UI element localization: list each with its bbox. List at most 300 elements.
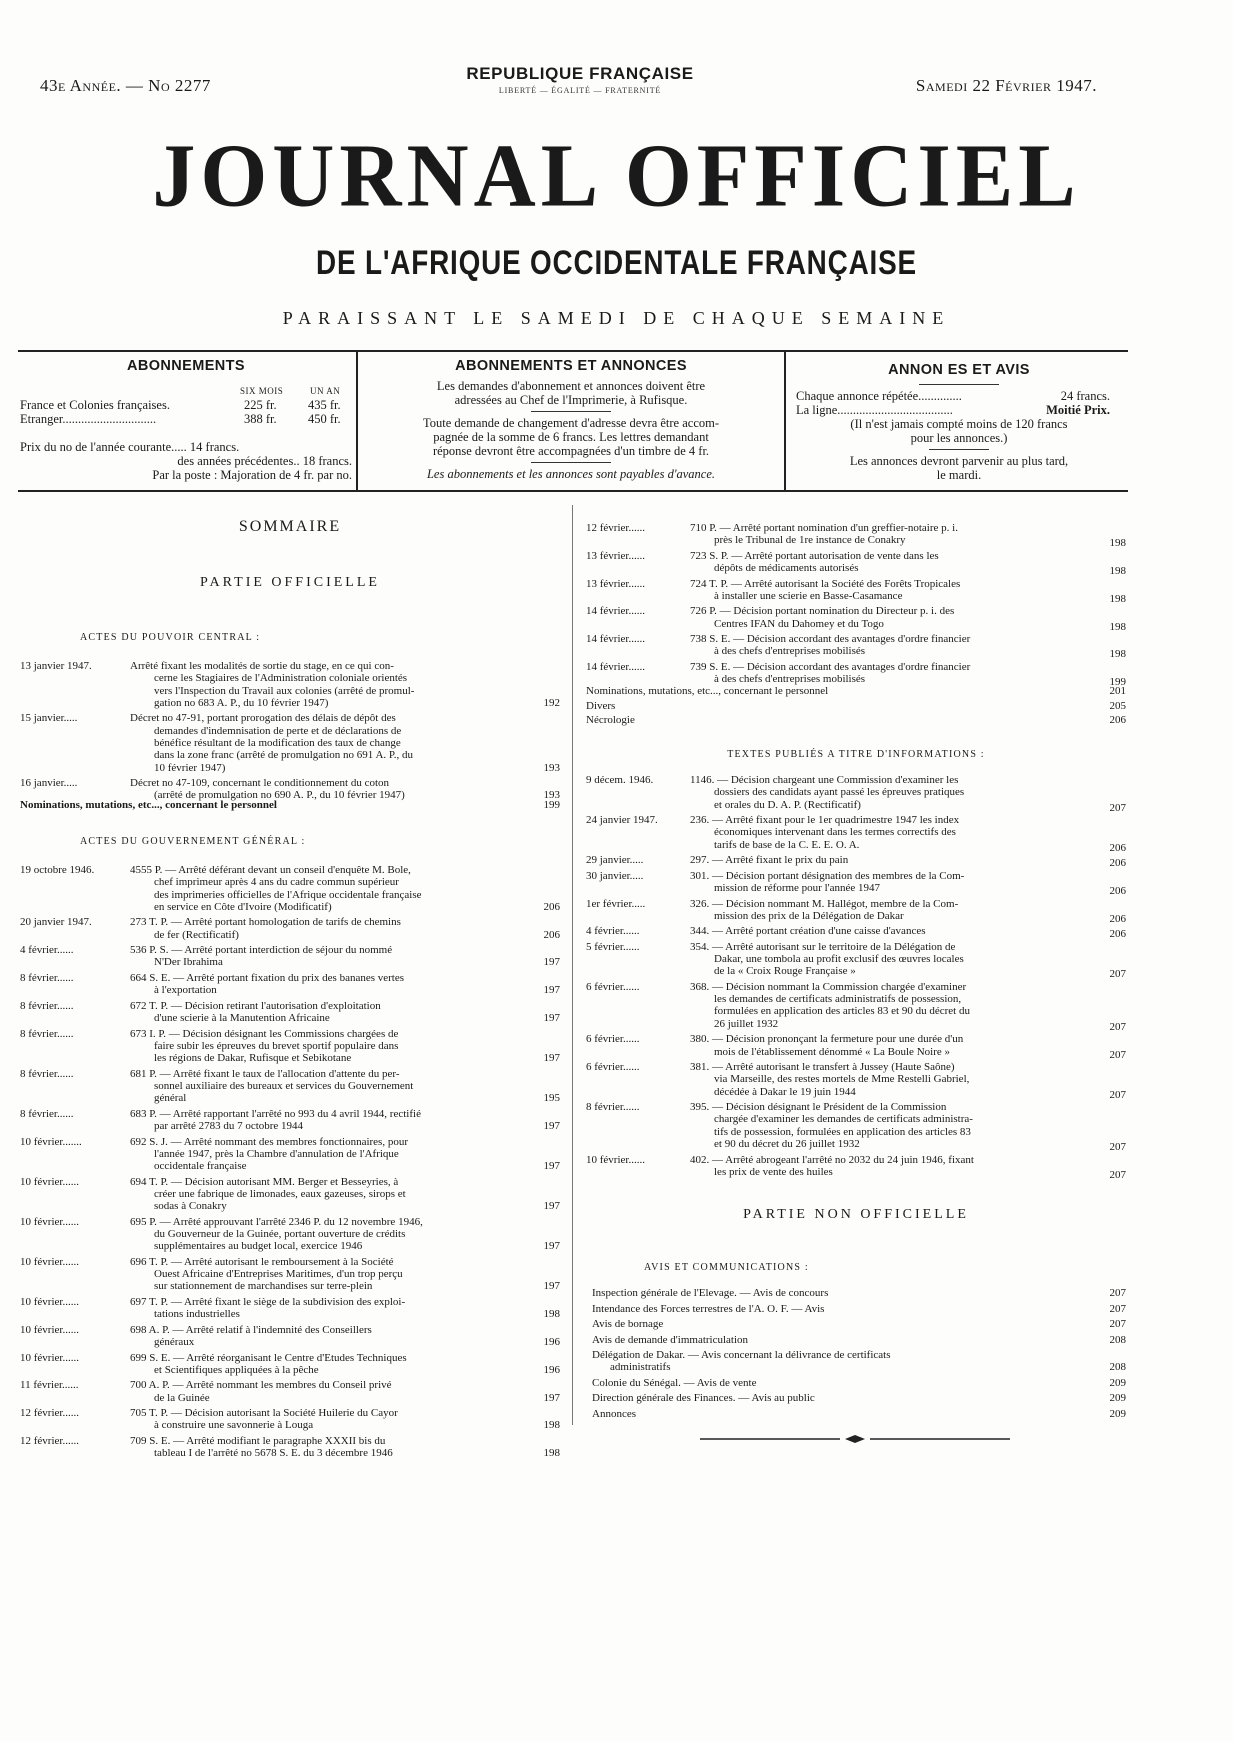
nominations-left-label: Nominations, mutations, etc..., concernant le personnel: [20, 799, 277, 811]
entry-date: 10 février.......: [20, 1135, 82, 1148]
entry-text-line: cerne les Stagiaires de l'Administration coloniale orientés: [154, 672, 408, 685]
col-six-mois: SIX MOIS: [240, 386, 284, 396]
av-l3: (Il n'est jamais compté moins de 120 francs: [850, 417, 1068, 431]
entry-text-line: et 90 du décret du 26 juillet 1932: [714, 1138, 860, 1151]
entry-text-line: 673 I. P. — Décision désignant les Commissions chargées de: [130, 1027, 399, 1040]
entry-text-line: 681 P. — Arrêté fixant le taux de l'allocation d'attente du per-: [130, 1067, 400, 1080]
entry-date: 12 février......: [20, 1435, 79, 1447]
entry-text-line: économiques intervenant dans les termes correctifs des: [714, 826, 956, 839]
pouvoir-central-entry: [20, 777, 560, 802]
right-entry: [586, 605, 1126, 633]
textes-info-entry: [586, 814, 1126, 854]
pouvoir-central-entry: [20, 712, 560, 774]
entry-text-line: Annonces: [592, 1407, 636, 1420]
entry-text-line: (arrêté de promulgation no 690 A. P., du 10 février 1947): [154, 789, 405, 802]
nominations-left-page: 199: [543, 799, 560, 811]
entry-page: 207: [1109, 968, 1126, 981]
entry-text-line: Colonie du Sénégal. — Avis de vente: [592, 1376, 757, 1389]
aa-separator: [531, 411, 611, 412]
avis-entry: [586, 1377, 1126, 1389]
entry-text-line: tifs de possession, formulées en application des articles 83: [714, 1125, 971, 1138]
entry-text-line: des imprimeries officielles de l'Afrique occidentale française: [154, 888, 422, 901]
entry-page: 207: [1109, 1088, 1126, 1101]
av-l5: Les annonces devront parvenir au plus tard,: [849, 454, 1069, 468]
entry-page: 207: [1109, 801, 1126, 814]
entry-page: 207: [1109, 1302, 1126, 1315]
entry-text-line: 709 S. E. — Arrêté modifiant le paragraphe XXXII bis du: [130, 1435, 386, 1447]
aa-p2-line3: réponse devront être accompagnées d'un timbre de 4 fr.: [432, 444, 710, 458]
entry-text-line: tableau I de l'arrêté no 5678 S. E. du 3 décembre 1946: [154, 1447, 393, 1460]
entry-text-line: mission de réforme pour l'année 1947: [714, 881, 881, 894]
gouvernement-general-entry: [20, 1352, 560, 1377]
entry-date: 30 janvier.....: [586, 869, 644, 882]
entry-text-line: 699 S. E. — Arrêté réorganisant le Centre d'Etudes Techniques: [130, 1351, 407, 1364]
entry-date: 8 février......: [20, 1027, 74, 1040]
abo-row1-an: 435 fr.: [308, 398, 341, 412]
entry-text-line: 326. — Décision nommant M. Hallégot, membre de la Com-: [690, 897, 959, 910]
abonnements-annonces-box: [364, 358, 778, 481]
gouvernement-general-entry: [20, 1108, 560, 1133]
entry-page: 192: [543, 696, 560, 709]
textes-info-entry: [586, 774, 1126, 814]
entry-text-line: dépôts de médicaments autorisés: [714, 562, 859, 575]
abo-row2-six: 388 fr.: [244, 412, 277, 426]
closing-ornament: [700, 1434, 1010, 1444]
abonnements-annonces-title: ABONNEMENTS ET ANNONCES: [455, 358, 687, 374]
gouvernement-general-entry: [20, 1407, 560, 1432]
entry-page: 197: [543, 1280, 560, 1293]
avis-entry: [586, 1318, 1126, 1330]
entry-text-line: 726 P. — Décision portant nomination du Directeur p. i. des: [690, 605, 955, 618]
entry-text-line: 10 février 1947): [154, 761, 226, 774]
entry-text-line: et Scientifiques appliquées à la pêche: [154, 1363, 319, 1376]
entry-text-line: mission des prix de la Délégation de Dakar: [714, 909, 904, 922]
actes-pouvoir-central: ACTES DU POUVOIR CENTRAL :: [80, 632, 261, 643]
entry-page: 198: [1109, 620, 1126, 633]
republic-block: [420, 64, 740, 95]
entry-date: 6 février......: [586, 1033, 640, 1046]
entry-text-line: N'Der Ibrahima: [154, 956, 223, 969]
entry-page: 198: [543, 1447, 560, 1460]
entry-text-line: tations industrielles: [154, 1308, 240, 1321]
actes-gouvernement-general: ACTES DU GOUVERNEMENT GÉNÉRAL :: [80, 836, 306, 847]
entry-date: 10 février......: [20, 1296, 79, 1308]
gouvernement-general-entry: [20, 1028, 560, 1065]
entry-text-line: du Gouverneur de la Guinée, portant ouverture de crédits: [154, 1228, 406, 1241]
textes-info-entry: [586, 1061, 1126, 1101]
entry-text-line: Intendance des Forces terrestres de l'A. O. F. — Avis: [592, 1302, 825, 1315]
entry-text-line: bénéfice résultant de la modification des taux de change: [154, 736, 401, 749]
column-divider: [572, 505, 573, 1425]
av-l1-val: 24 francs.: [1060, 389, 1110, 403]
gouvernement-general-entry: [20, 1256, 560, 1293]
entry-date: 10 février......: [586, 1153, 645, 1166]
entry-page: 209: [1109, 1392, 1126, 1405]
annonces-avis-title: ANNON ES ET AVIS: [888, 362, 1030, 378]
right-entry: [586, 578, 1126, 603]
entry-text-line: 697 T. P. — Arrêté fixant le siège de la subdivision des exploi-: [130, 1296, 406, 1308]
right-entry: [586, 549, 1126, 578]
entry-text-line: 4555 P. — Arrêté déférant devant un conseil d'enquête M. Bole,: [130, 864, 411, 876]
entry-text-line: à installer une scierie en Basse-Casamance: [714, 589, 903, 602]
entry-date: 13 février......: [586, 577, 645, 590]
entry-text-line: et orales du D. A. P. (Rectificatif): [714, 798, 861, 811]
entry-text-line: généraux: [154, 1336, 195, 1349]
entry-date: 10 février......: [20, 1323, 79, 1336]
prix-line2: des années précédentes.. 18 francs.: [177, 454, 352, 468]
entry-date: 11 février......: [20, 1379, 79, 1392]
aa-p2-line2: pagnée de la somme de 6 francs. Les lettres demandant: [433, 430, 709, 444]
entry-page: 206: [1109, 912, 1126, 925]
textes-info-entry: [586, 1033, 1126, 1061]
gouvernement-general-entry: [20, 1324, 560, 1349]
entry-text-line: Inspection générale de l'Elevage. — Avis de concours: [592, 1287, 829, 1299]
gouvernement-general-entry: [20, 972, 560, 997]
abo-row2-label: Etranger..............................: [20, 412, 157, 426]
entry-text-line: sur stationnement de marchandises sur terre-plein: [154, 1280, 373, 1293]
entry-text-line: formulées en application des articles 83 et 90 du décret du: [714, 1005, 970, 1018]
entry-text-line: demandes d'indemnisation de perte et de déclarations de: [154, 724, 402, 737]
entry-text-line: 700 A. P. — Arrêté nommant les membres du Conseil privé: [130, 1379, 392, 1392]
periodicity: PARAISSANT LE SAMEDI DE CHAQUE SEMAINE: [282, 308, 951, 328]
textes-info-entry: [586, 980, 1126, 1033]
entry-page: 206: [1109, 928, 1126, 941]
entry-page: 197: [543, 1160, 560, 1173]
entry-text-line: 395. — Décision désignant le Président de la Commission: [690, 1101, 947, 1114]
entry-page: 196: [543, 1363, 560, 1376]
entry-text-line: 672 T. P. — Décision retirant l'autorisation d'exploitation: [130, 999, 381, 1012]
entry-page: 207: [1109, 1048, 1126, 1061]
entry-date: 14 février......: [586, 661, 645, 673]
gouvernement-general-entry: [20, 1435, 560, 1460]
entry-text-line: mois de l'établissement dénommé « La Boule Noire »: [714, 1045, 950, 1058]
entry-date: 8 février......: [20, 1067, 74, 1080]
entry-text-line: 664 S. E. — Arrêté portant fixation du prix des bananes vertes: [130, 972, 405, 984]
right-misc-entry: [586, 700, 1126, 712]
entry-text-line: Dakar, une tombola au profit exclusif des œuvres locales: [714, 953, 964, 966]
right-misc-entry: [586, 685, 1126, 697]
entry-date: 1er février.....: [586, 897, 646, 910]
av-l1-label: Chaque annonce répétée..............: [796, 389, 962, 403]
gouvernement-general-entry: [20, 1000, 560, 1025]
entry-date: 6 février......: [586, 1061, 640, 1074]
entry-text-line: occidentale française: [154, 1160, 247, 1173]
entry-text-line: chef imprimeur après 4 ans du cadre commun supérieur: [154, 876, 399, 889]
entry-date: 24 janvier 1947.: [586, 814, 658, 827]
entry-date: 16 janvier.....: [20, 777, 78, 790]
textes-info-entry: [586, 940, 1126, 981]
entry-page: 206: [543, 928, 560, 941]
entry-text-line: via Marseille, des restes mortels de Mme Restelli Gabriel,: [714, 1073, 970, 1086]
entry-page: 197: [543, 1200, 560, 1213]
abo-row2-an: 450 fr.: [308, 412, 341, 426]
entry-page: 193: [543, 789, 560, 802]
entry-text-line: Avis de demande d'immatriculation: [592, 1333, 749, 1346]
entry-date: 5 février......: [586, 940, 640, 953]
entry-text-line: Centres IFAN du Dahomey et du Togo: [714, 617, 884, 630]
entry-page: 207: [1109, 1141, 1126, 1154]
entry-text-line: faire subir les épreuves du brevet sportif populaire dans: [154, 1039, 399, 1052]
aa-p3: Les abonnements et les annonces sont payables d'avance.: [426, 467, 716, 481]
entry-text-line: Direction générale des Finances. — Avis au public: [592, 1392, 815, 1405]
entry-text-line: les prix de vente des huiles: [714, 1165, 833, 1178]
misc-page: 206: [1109, 714, 1126, 726]
sommaire-title: SOMMAIRE: [238, 518, 342, 535]
col-un-an: UN AN: [310, 386, 341, 396]
entry-page: 198: [1109, 648, 1126, 661]
gouvernement-general-entry: [20, 1379, 560, 1404]
misc-page: 201: [1109, 685, 1126, 697]
entry-page: 196: [543, 1336, 560, 1349]
avis-entry: [586, 1334, 1126, 1346]
entry-date: 4 février......: [586, 925, 640, 938]
misc-label: Divers: [586, 699, 616, 712]
entry-text-line: 705 T. P. — Décision autorisant la Société Huilerie du Cayor: [130, 1407, 398, 1420]
textes-info-heading: TEXTES PUBLIÉS A TITRE D'INFORMATIONS :: [727, 749, 985, 760]
entry-page: 206: [1109, 841, 1126, 854]
motto: LIBERTÉ — ÉGALITÉ — FRATERNITÉ: [498, 86, 662, 95]
av-l2-val: Moitié Prix.: [1046, 403, 1110, 417]
gouvernement-general-entry: [20, 1068, 560, 1105]
partie-officielle-title: PARTIE OFFICIELLE: [200, 575, 380, 590]
gouvernement-general-entry: [20, 1216, 560, 1253]
avis-entry: [586, 1303, 1126, 1315]
entry-date: 29 janvier.....: [586, 854, 644, 867]
entry-date: 19 octobre 1946.: [20, 864, 95, 876]
entry-page: 209: [1109, 1407, 1126, 1420]
pouvoir-central-entry: [20, 660, 560, 709]
entry-text-line: en service en Côte d'Ivoire (Modificatif): [154, 900, 332, 913]
entry-date: 10 février......: [20, 1255, 79, 1268]
entry-page: 198: [1109, 565, 1126, 578]
avis-entry: [586, 1408, 1126, 1420]
entry-date: 12 février......: [20, 1407, 79, 1420]
misc-label: Nominations, mutations, etc..., concernant le personnel: [586, 685, 829, 697]
av-l2-label: La ligne.....................................: [796, 403, 953, 417]
entry-text-line: chargée d'examiner les demandes de certificats administra-: [714, 1113, 973, 1126]
av-l6: le mardi.: [936, 468, 982, 482]
entry-text-line: Décret no 47-91, portant prorogation des délais de dépôt des: [130, 712, 396, 725]
entry-date: 13 février......: [586, 549, 645, 562]
textes-info-entry: [586, 1154, 1126, 1179]
entry-text-line: l'année 1947, près la Chambre d'annulation de l'Afrique: [154, 1147, 399, 1160]
entry-text-line: 344. — Arrêté portant création d'une caisse d'avances: [690, 925, 926, 938]
entry-text-line: 354. — Arrêté autorisant sur le territoire de la Délégation de: [690, 940, 956, 953]
entry-text-line: dans la zone franc (arrêté de promulgation no 691 A. P., du: [154, 749, 414, 762]
entry-text-line: de fer (Rectificatif): [154, 928, 239, 941]
aa-p2-line1: Toute demande de changement d'adresse devra être accom-: [422, 416, 720, 430]
right-misc-entry: [586, 714, 1126, 726]
entry-date: 20 janvier 1947.: [20, 916, 92, 929]
entry-text-line: 683 P. — Arrêté rapportant l'arrêté no 993 du 4 avril 1944, rectifié: [130, 1107, 421, 1120]
avis-entry: [586, 1392, 1126, 1404]
entry-text-line: sodas à Conakry: [154, 1200, 227, 1213]
entry-text-line: les régions de Dakar, Rufisque et Sebikotane: [154, 1052, 352, 1065]
entry-text-line: 698 A. P. — Arrêté relatif à l'indemnité des Conseillers: [130, 1323, 372, 1336]
box-bottom-rule: [18, 490, 1128, 492]
entry-date: 10 février......: [20, 1215, 79, 1228]
entry-page: 197: [543, 1391, 560, 1404]
entry-text-line: 236. — Arrêté fixant pour le 1er quadrimestre 1947 les index: [690, 814, 960, 827]
journal-subtitle: DE L'AFRIQUE OCCIDENTALE FRANÇAISE: [316, 244, 917, 282]
entry-page: 199: [1109, 676, 1126, 689]
abonnements-title: ABONNEMENTS: [127, 358, 245, 374]
right-entry: [586, 661, 1126, 689]
entry-text-line: 739 S. E. — Décision accordant des avantages d'ordre financier: [690, 661, 971, 673]
entry-date: 14 février......: [586, 633, 645, 646]
entry-date: 12 février......: [586, 522, 645, 534]
entry-page: 208: [1109, 1333, 1126, 1346]
gouvernement-general-entry: [20, 944, 560, 969]
entry-date: 8 février......: [20, 1107, 74, 1120]
textes-info-entry: [586, 925, 1126, 941]
gouvernement-general-entry: [20, 864, 560, 913]
avis-entry: [586, 1349, 1126, 1374]
entry-date: 8 février......: [20, 972, 74, 984]
entry-text-line: dossiers des candidats ayant passé les épreuves pratiques: [714, 786, 965, 799]
entry-date: 9 décem. 1946.: [586, 774, 654, 786]
entry-page: 207: [1109, 1020, 1126, 1033]
entry-page: 197: [543, 1052, 560, 1065]
entry-page: 198: [543, 1308, 560, 1321]
issue-number: 43e Année. — No 2277: [40, 76, 211, 95]
textes-info-entry: [586, 898, 1126, 923]
entry-text-line: Délégation de Dakar. — Avis concernant la délivrance de certificats: [592, 1349, 891, 1361]
entry-text-line: général: [154, 1092, 187, 1105]
textes-info-entry: [586, 870, 1126, 895]
entry-page: 198: [543, 1419, 560, 1432]
entry-text-line: 380. — Décision prononçant la fermeture pour une durée d'un: [690, 1033, 964, 1046]
entry-date: 4 février......: [20, 944, 74, 957]
entry-page: 195: [543, 1092, 560, 1105]
entry-text-line: créer une fabrique de limonades, eaux gazeuses, sirops et: [154, 1187, 406, 1200]
entry-page: 209: [1109, 1376, 1126, 1389]
entry-text-line: 26 juillet 1932: [714, 1017, 779, 1030]
entry-text-line: décédée à Dakar le 19 juin 1944: [714, 1085, 856, 1098]
entry-date: 8 février......: [586, 1101, 640, 1114]
entry-date: 10 février......: [20, 1351, 79, 1364]
entry-page: 197: [543, 984, 560, 997]
entry-date: 6 février......: [586, 980, 640, 993]
misc-label: Nécrologie: [586, 714, 635, 726]
entry-text-line: à des chefs d'entreprises mobilisés: [714, 645, 866, 658]
entry-page: 207: [1109, 1318, 1126, 1330]
abo-row1-label: France et Colonies françaises.: [20, 398, 170, 412]
entry-text-line: 694 T. P. — Décision autorisant MM. Berger et Besseyries, à: [130, 1175, 399, 1188]
prix-line3: Par la poste : Majoration de 4 fr. par no.: [152, 468, 352, 482]
entry-text-line: à construire une savonnerie à Louga: [154, 1419, 314, 1432]
av-l4: pour les annonces.): [910, 431, 1008, 445]
entry-text-line: à l'exportation: [154, 984, 217, 997]
entry-text-line: 695 P. — Arrêté approuvant l'arrêté 2346 P. du 12 novembre 1946,: [130, 1215, 423, 1228]
entry-text-line: 723 S. P. — Arrêté portant autorisation de vente dans les: [690, 549, 939, 562]
entry-text-line: 402. — Arrêté abrogeant l'arrêté no 2032 du 24 juin 1946, fixant: [690, 1153, 974, 1166]
aa-separator-2: [531, 462, 611, 463]
entry-text-line: 273 T. P. — Arrêté portant homologation de tarifs de chemins: [130, 916, 401, 929]
entry-text-line: sonnel auxiliaire des bureaux et services du Gouvernement: [154, 1079, 414, 1092]
entry-page: 208: [1109, 1361, 1126, 1374]
entry-date: 14 février......: [586, 605, 645, 618]
entry-text-line: Arrêté fixant les modalités de sortie du stage, en ce qui con-: [130, 660, 394, 672]
entry-text-line: vers l'Inspection du Travail aux colonies (arrêté de promul-: [154, 684, 415, 697]
right-entry: [586, 522, 1126, 550]
textes-info-entry: [586, 854, 1126, 870]
prix-line1: Prix du no de l'année courante..... 14 francs.: [20, 440, 240, 454]
entry-page: 197: [543, 1012, 560, 1025]
av-separator-2: [929, 449, 989, 450]
issue-date: Samedi 22 Février 1947.: [915, 76, 1097, 95]
republic-label: REPUBLIQUE FRANÇAISE: [466, 64, 694, 83]
box-top-rule: [18, 350, 1128, 352]
entry-text-line: Ouest Africaine d'Entreprises Maritimes, d'un trop perçu: [154, 1268, 403, 1281]
entry-page: 198: [1109, 537, 1126, 550]
gouvernement-general-entry: [20, 1136, 560, 1173]
entry-text-line: 710 P. — Arrêté portant nomination d'un greffier-notaire p. i.: [690, 522, 958, 534]
entry-text-line: 696 T. P. — Arrêté autorisant le remboursement à la Société: [130, 1255, 394, 1268]
entry-page: 197: [543, 1240, 560, 1253]
aa-p1-line1: Les demandes d'abonnement et annonces doivent être: [436, 379, 706, 393]
box-divider-2: [784, 352, 786, 490]
avis-communications-heading: AVIS ET COMMUNICATIONS :: [644, 1262, 809, 1273]
entry-page: 207: [1109, 1287, 1126, 1299]
annonces-avis-box: [794, 362, 1124, 482]
entry-text-line: Avis de bornage: [592, 1318, 664, 1330]
textes-info-entry: [586, 1101, 1126, 1154]
entry-text-line: près le Tribunal de 1re instance de Conakry: [714, 534, 906, 547]
entry-page: 197: [543, 956, 560, 969]
entry-text-line: d'une scierie à la Manutention Africaine: [154, 1012, 330, 1025]
right-entry: [586, 633, 1126, 661]
entry-text-line: 724 T. P. — Arrêté autorisant la Société des Forêts Tropicales: [690, 577, 961, 590]
entry-page: 207: [1109, 1168, 1126, 1181]
entry-date: 13 janvier 1947.: [20, 660, 92, 672]
entry-text-line: Décret no 47-109, concernant le conditionnement du coton: [130, 777, 390, 790]
entry-text-line: tarifs de base de la C. E. E. O. A.: [714, 838, 860, 851]
entry-text-line: par arrêté 2783 du 7 octobre 1944: [154, 1120, 304, 1133]
box-divider-1: [356, 352, 358, 490]
entry-text-line: 301. — Décision portant désignation des membres de la Com-: [690, 869, 965, 882]
gouvernement-general-entry: [20, 1296, 560, 1321]
abo-row1-six: 225 fr.: [244, 398, 277, 412]
entry-date: 8 février......: [20, 999, 74, 1012]
entry-text-line: 1146. — Décision chargeant une Commission d'examiner les: [690, 774, 959, 786]
entry-page: 206: [1109, 884, 1126, 897]
entry-text-line: gation no 683 A. P., du 10 février 1947): [154, 696, 329, 709]
entry-page: 193: [543, 761, 560, 774]
entry-text-line: les demandes de certificats administratifs de possession,: [714, 993, 962, 1006]
avis-entry: [586, 1287, 1126, 1299]
gouvernement-general-entry: [20, 1176, 560, 1213]
av-separator: [919, 384, 999, 385]
entry-text-line: 536 P. S. — Arrêté portant interdiction de séjour du nommé: [130, 944, 393, 957]
partie-non-officielle-title: PARTIE NON OFFICIELLE: [743, 1207, 969, 1222]
entry-text-line: de la Guinée: [154, 1391, 210, 1404]
entry-page: 198: [1109, 592, 1126, 605]
entry-date: 10 février......: [20, 1175, 79, 1188]
entry-text-line: à des chefs d'entreprises mobilisés: [714, 673, 866, 686]
entry-page: 197: [543, 1120, 560, 1133]
entry-page: 206: [1109, 857, 1126, 870]
entry-text-line: administratifs: [610, 1361, 671, 1374]
entry-text-line: 381. — Arrêté autorisant le transfert à Jussey (Haute Saône): [690, 1061, 955, 1074]
entry-text-line: 692 S. J. — Arrêté nommant des membres fonctionnaires, pour: [130, 1135, 409, 1148]
entry-date: 15 janvier.....: [20, 712, 78, 725]
entry-text-line: de la « Croix Rouge Française »: [714, 965, 856, 978]
entry-text-line: 738 S. E. — Décision accordant des avantages d'ordre financier: [690, 633, 971, 646]
aa-p1-line2: adressées au Chef de l'Imprimerie, à Rufisque.: [454, 393, 688, 407]
journal-title: JOURNAL OFFICIEL: [152, 124, 1081, 226]
entry-text-line: 297. — Arrêté fixant le prix du pain: [690, 854, 849, 867]
